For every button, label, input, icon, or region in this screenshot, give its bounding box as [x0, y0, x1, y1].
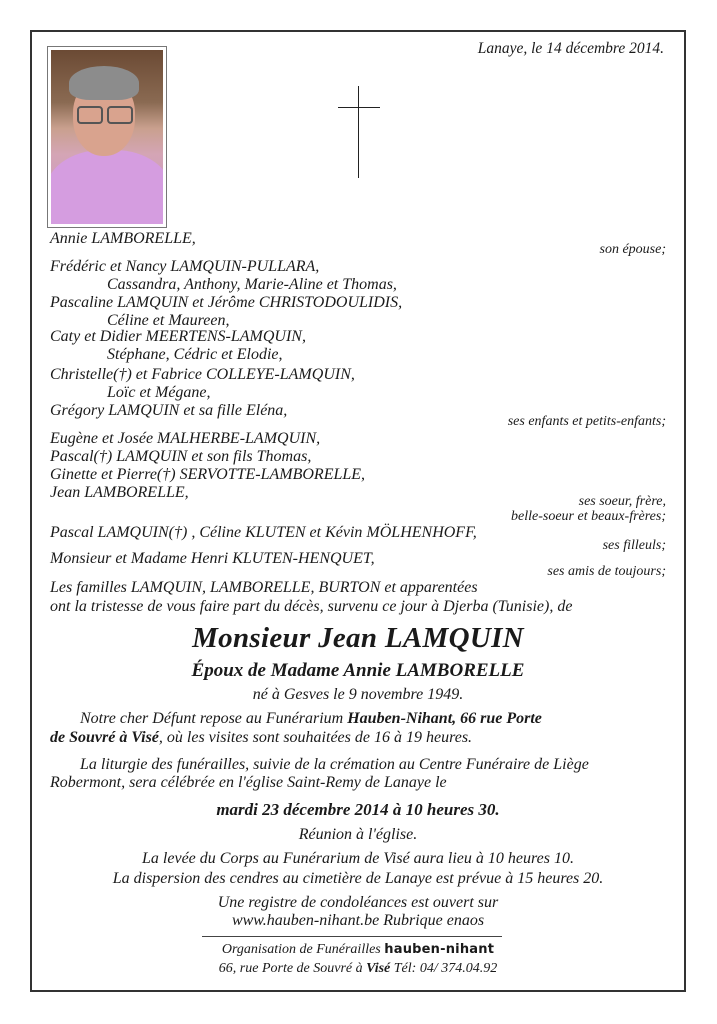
- relation-label: son épouse;: [599, 242, 666, 257]
- registre-link[interactable]: www.hauben-nihant.be Rubrique enaos: [231, 912, 485, 929]
- family-line: Pascal(†) LAMQUIN et son fils Thomas,: [50, 448, 312, 465]
- dispersion-line: La dispersion des cendres au cimetière de Lanaye est prévue à 15 heures 20.: [112, 870, 604, 887]
- registre-line-1: Une registre de condoléances est ouvert sur: [217, 894, 499, 911]
- portrait-photo: [47, 46, 167, 228]
- family-line: Eugène et Josée MALHERBE-LAMQUIN,: [50, 430, 321, 447]
- deceased-name: Monsieur Jean LAMQUIN: [192, 622, 524, 654]
- family-line: Pascal LAMQUIN(†) , Céline KLUTEN et Kévin MÖLHENHOFF,: [50, 524, 477, 541]
- family-line: Ginette et Pierre(†) SERVOTTE-LAMBORELLE,: [50, 466, 366, 483]
- relation-label: ses enfants et petits-enfants;: [507, 414, 666, 429]
- cross-icon: [358, 86, 359, 178]
- footer-address: 66, rue Porte de Souvré à Visé Tél: 04/ 374.04.92: [218, 961, 498, 976]
- ceremony-date: mardi 23 décembre 2014 à 10 heures 30.: [216, 800, 500, 819]
- birth-line: né à Gesves le 9 novembre 1949.: [252, 686, 464, 703]
- family-line: Céline et Maureen,: [107, 312, 230, 329]
- family-line: Christelle(†) et Fabrice COLLEYE-LAMQUIN,: [50, 366, 355, 383]
- family-line: Monsieur et Madame Henri KLUTEN-HENQUET,: [50, 550, 375, 567]
- family-line: Annie LAMBORELLE,: [50, 230, 196, 247]
- liturgie-line-2: Robermont, sera célébrée en l'église Saint-Remy de Lanaye le: [50, 774, 447, 791]
- family-line: Grégory LAMQUIN et sa fille Eléna,: [50, 402, 288, 419]
- relation-label: belle-soeur et beaux-frères;: [511, 509, 666, 524]
- cross-icon-bar: [338, 107, 380, 108]
- spouse-line: Époux de Madame Annie LAMBORELLE: [191, 660, 525, 681]
- reunion-line: Réunion à l'église.: [298, 826, 418, 843]
- family-line: Caty et Didier MEERTENS-LAMQUIN,: [50, 328, 306, 345]
- divider: [202, 936, 502, 937]
- family-line: Cassandra, Anthony, Marie-Aline et Thomas,: [107, 276, 397, 293]
- relation-label: ses amis de toujours;: [547, 564, 666, 579]
- announcement-line: ont la tristesse de vous faire part du décès, survenu ce jour à Djerba (Tunisie), de: [50, 598, 573, 615]
- family-line: Stéphane, Cédric et Elodie,: [107, 346, 283, 363]
- family-line: Frédéric et Nancy LAMQUIN-PULLARA,: [50, 258, 320, 275]
- family-line: Les familles LAMQUIN, LAMBORELLE, BURTON et apparentées: [50, 579, 478, 596]
- relation-label: ses filleuls;: [602, 538, 666, 553]
- family-line: Pascaline LAMQUIN et Jérôme CHRISTODOULIDIS,: [50, 294, 403, 311]
- liturgie-line-1: La liturgie des funérailles, suivie de la crémation au Centre Funéraire de Liège: [80, 756, 589, 773]
- date-line: Lanaye, le 14 décembre 2014.: [477, 40, 664, 57]
- levee-line: La levée du Corps au Funérarium de Visé aura lieu à 10 heures 10.: [142, 850, 574, 867]
- obituary-frame: [30, 30, 686, 992]
- repose-line-2: de Souvré à Visé, où les visites sont souhaitées de 16 à 19 heures.: [50, 729, 473, 746]
- family-line: Loïc et Mégane,: [107, 384, 211, 401]
- footer-org: Organisation de Funérailles hauben-nihant: [221, 942, 495, 957]
- family-line: Jean LAMBORELLE,: [50, 484, 189, 501]
- repose-line-1: Notre cher Défunt repose au Funérarium Hauben-Nihant, 66 rue Porte: [80, 710, 542, 727]
- brand-logo: hauben-nihant: [384, 942, 495, 957]
- relation-label: ses soeur, frère,: [578, 494, 666, 509]
